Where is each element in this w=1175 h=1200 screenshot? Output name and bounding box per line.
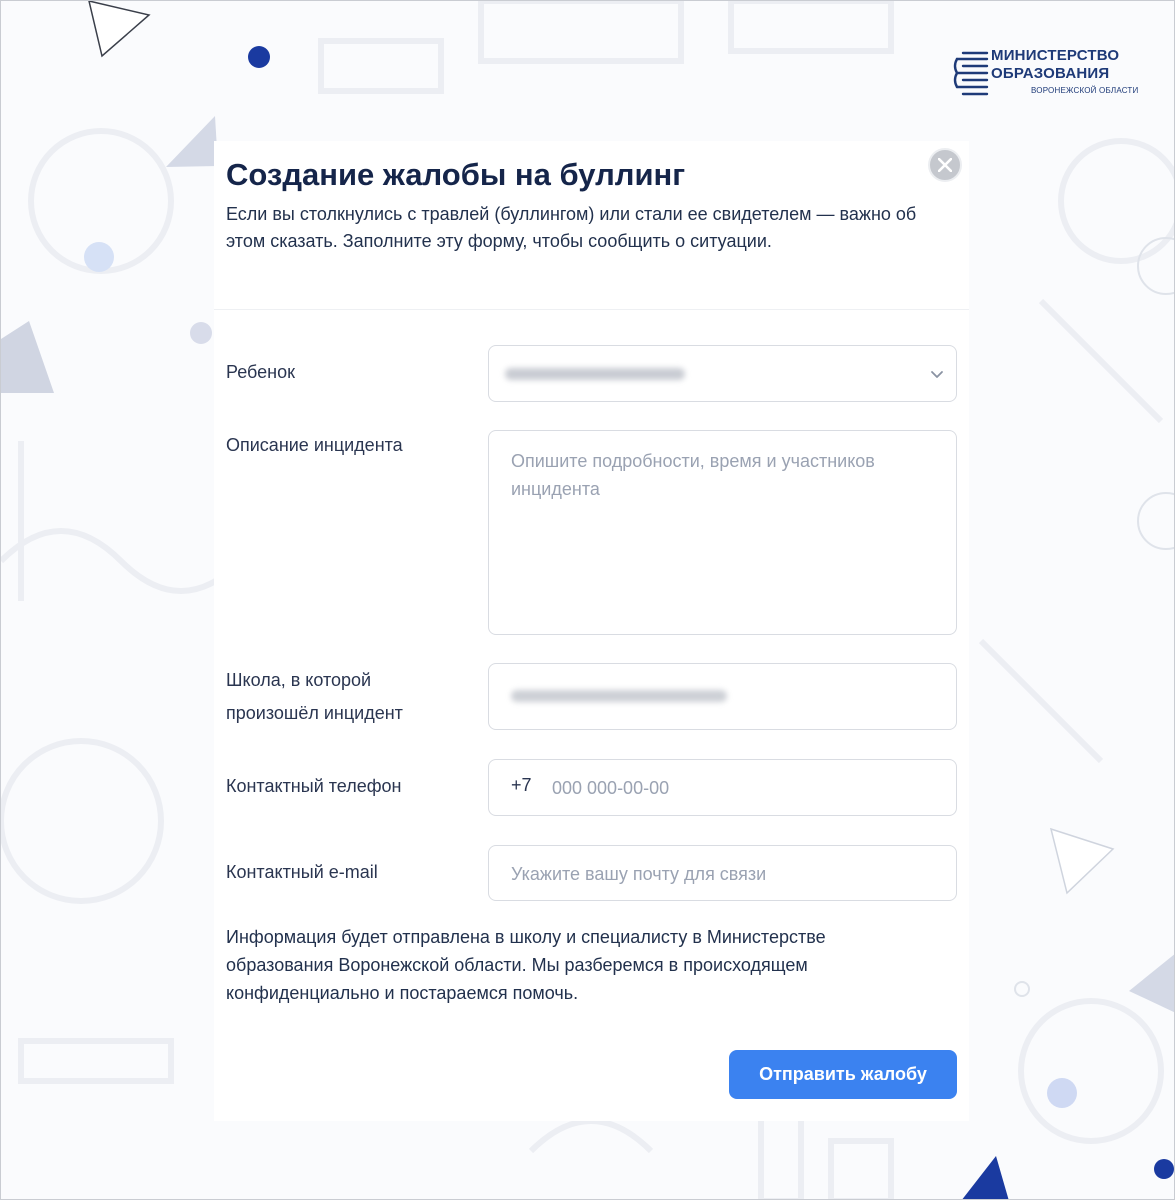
logo-text-line3: ВОРОНЕЖСКОЙ ОБЛАСТИ [1031,86,1139,95]
phone-country-code: +7 [511,775,532,795]
school-input[interactable] [488,663,957,730]
school-value-redacted [511,690,727,702]
description-placeholder: Опишите подробности, время и участников инцидента [511,451,875,499]
email-label: Контактный e-mail [226,862,378,882]
divider [214,309,969,310]
submit-complaint-button[interactable]: Отправить жалобу [729,1050,957,1099]
modal-subtitle: Если вы столкнулись с травлей (буллингом) или стали ее свидетелем — важно об этом сказать. Заполните эту форму, чтобы сообщить о ситуации. [226,204,917,251]
logo-text-line1: МИНИСТЕРСТВО [991,47,1120,64]
email-input[interactable] [488,845,957,901]
phone-input[interactable] [488,759,957,816]
modal-title: Создание жалобы на буллинг [226,157,686,192]
close-button[interactable] [928,148,962,182]
logo-text-line2: ОБРАЗОВАНИЯ [991,65,1110,82]
phone-placeholder: 000 000-00-00 [552,778,670,798]
child-selected-value-redacted [505,368,685,380]
ministry-logo [953,45,1143,105]
description-textarea[interactable] [488,430,957,635]
books-logo-icon [953,47,989,101]
phone-label: Контактный телефон [226,776,402,796]
school-label-line2: произошёл инцидент [226,703,403,723]
info-note: Информация будет отправлена в школу и специалисту в Министерстве образования Воронежской области. Мы разберемся в происходящем конфиденциально и постараемся помочь. [226,927,826,1003]
child-select[interactable] [488,345,957,402]
school-label-line1: Школа, в которой [226,670,372,690]
close-icon [938,158,952,172]
description-label: Описание инцидента [226,435,403,455]
email-placeholder: Укажите вашу почту для связи [511,864,767,884]
child-label: Ребенок [226,362,295,382]
chevron-down-icon [930,367,944,381]
